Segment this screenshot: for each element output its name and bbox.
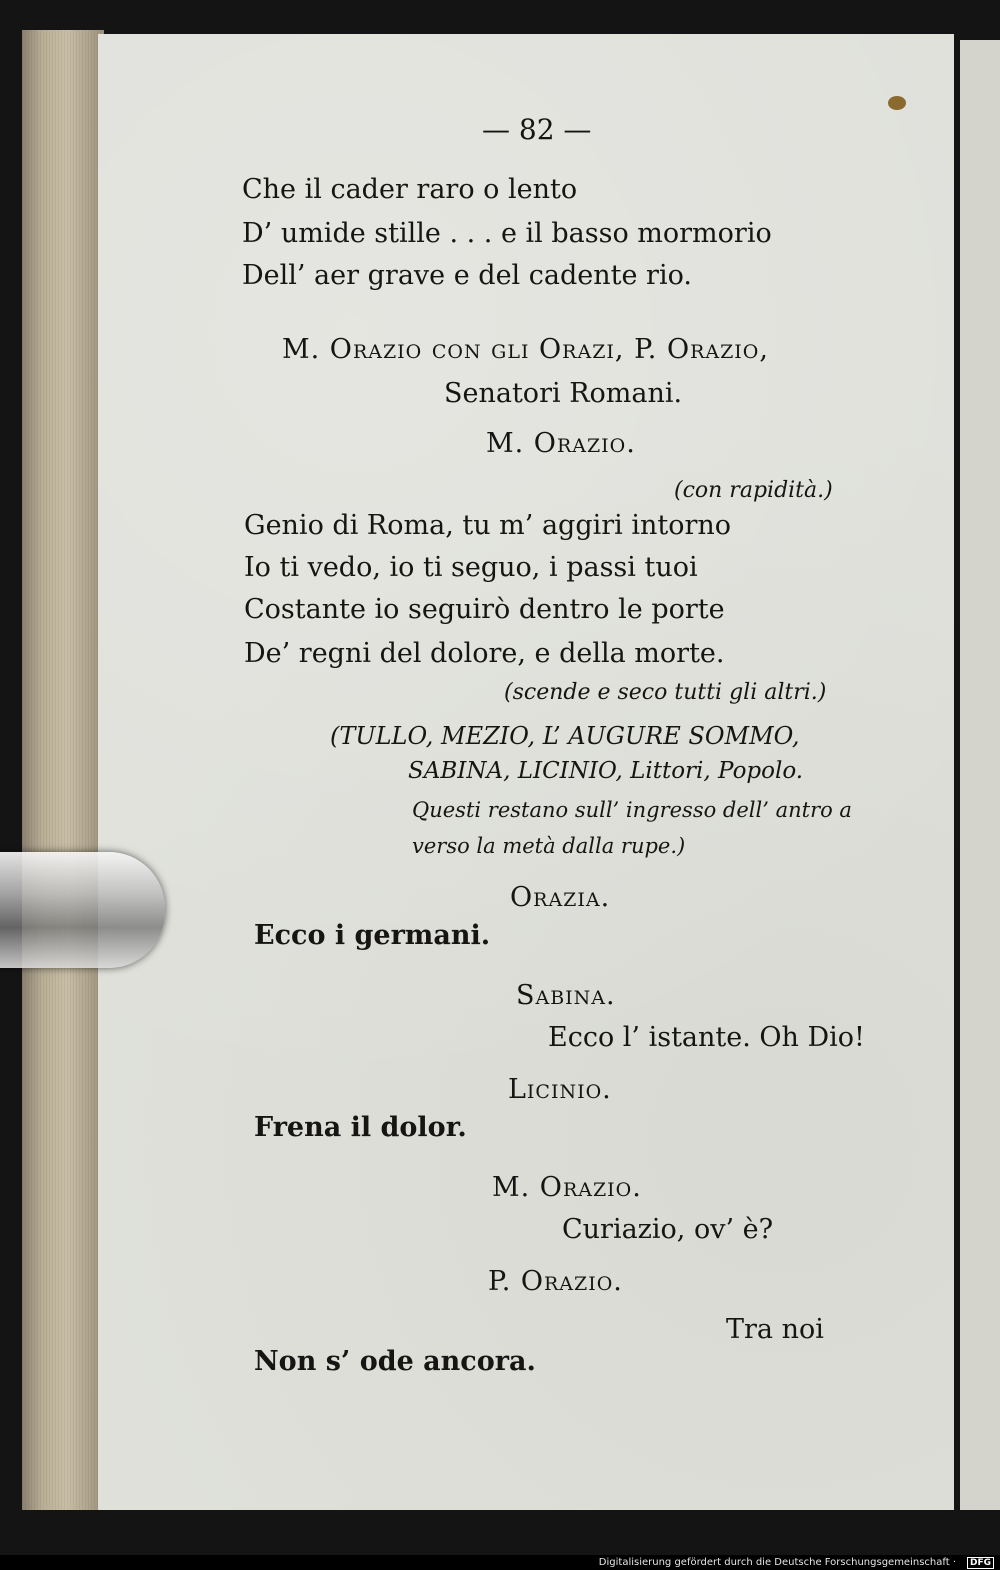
verse-line: Frena il dolor. — [254, 1112, 467, 1143]
stage-heading: Senatori Romani. — [444, 378, 683, 409]
stage-direction: Questi restano sull’ ingresso dell’ antro a — [412, 798, 852, 822]
stage-heading: M. Orazio con gli Orazi, P. Orazio, — [282, 334, 769, 365]
speaker-name: Sabina. — [516, 980, 616, 1011]
stage-direction: SABINA, LICINIO, Littori, Popolo. — [408, 758, 804, 784]
stage-direction: (TULLO, MEZIO, L’ AUGURE SOMMO, — [330, 722, 800, 750]
verse-line: Costante io seguirò dentro le porte — [244, 594, 725, 625]
dfg-logo: DFG — [967, 1557, 994, 1569]
stage-direction: verso la metà dalla rupe.) — [412, 834, 686, 858]
speaker-name: Licinio. — [508, 1074, 612, 1105]
page-holder-clip — [0, 852, 165, 968]
book-page — [98, 34, 954, 1510]
verse-line: Ecco i germani. — [254, 920, 491, 951]
paper-stain — [888, 96, 906, 110]
stage-direction: (con rapidità.) — [674, 478, 833, 503]
verse-line: D’ umide stille . . . e il basso mormorio — [242, 218, 772, 249]
speaker-name: Orazia. — [510, 882, 611, 913]
verse-line: Genio di Roma, tu m’ aggiri intorno — [244, 510, 732, 541]
speaker-name: M. Orazio. — [486, 428, 636, 459]
verse-line: Curiazio, ov’ è? — [562, 1214, 774, 1245]
verse-line: Io ti vedo, io ti seguo, i passi tuoi — [244, 552, 698, 583]
verse-line: Che il cader raro o lento — [242, 174, 578, 205]
verse-line: Non s’ ode ancora. — [254, 1346, 536, 1377]
verse-line: Tra noi — [726, 1314, 824, 1345]
verse-line: Dell’ aer grave e del cadente rio. — [242, 260, 692, 291]
speaker-name: M. Orazio. — [492, 1172, 642, 1203]
footer-credit: Digitalisierung gefördert durch die Deutsche Forschungsgemeinschaft · — [598, 1557, 956, 1568]
book-page-edge — [22, 30, 104, 1510]
verse-line: Ecco l’ istante. Oh Dio! — [548, 1022, 865, 1053]
speaker-name: P. Orazio. — [488, 1266, 623, 1297]
adjacent-page — [960, 40, 1000, 1510]
page-number: — 82 — — [482, 113, 592, 146]
stage-direction: (scende e seco tutti gli altri.) — [504, 680, 827, 705]
verse-line: De’ regni del dolore, e della morte. — [244, 638, 725, 669]
